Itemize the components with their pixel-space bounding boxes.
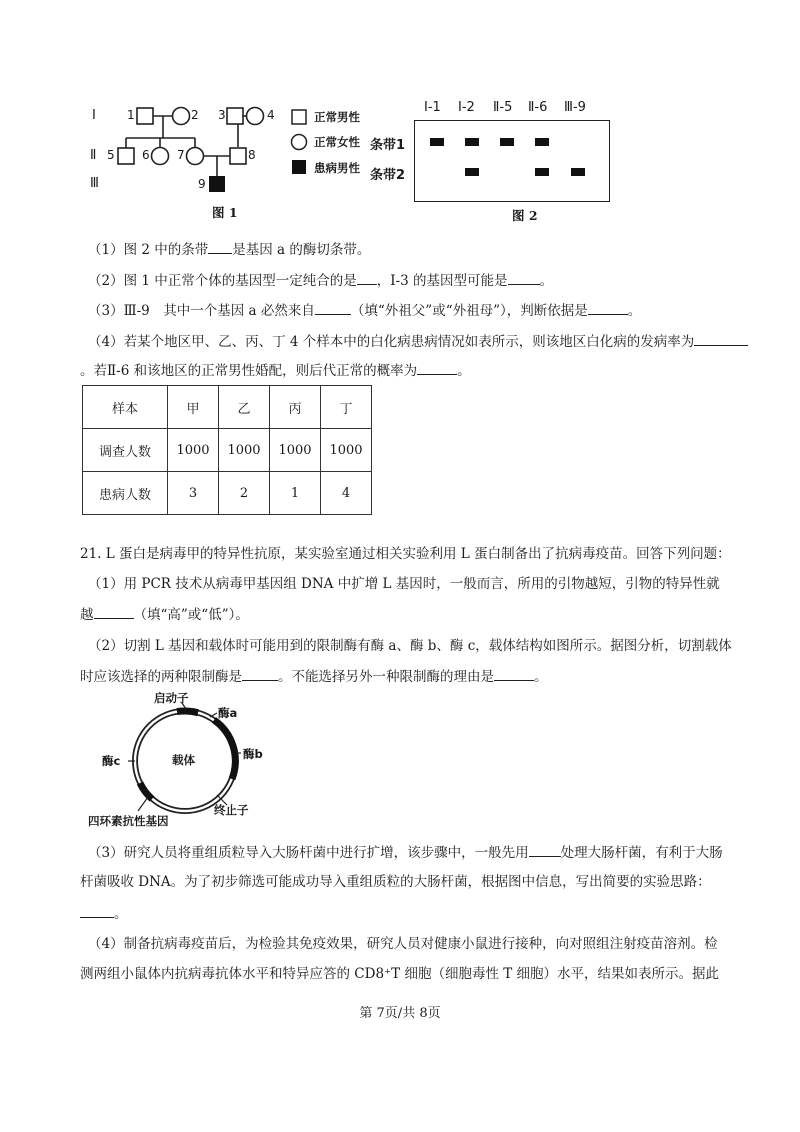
table-cell: 2: [219, 472, 270, 515]
q21-part2: （2）切割 L 基因和载体时可能用到的限制酶有酶 a、酶 b、酶 c，载体结构如图所示。据图分析，切割载体: [88, 638, 732, 654]
promoter-label: 启动子: [154, 691, 189, 705]
table-row: [83, 429, 372, 472]
individual-6: [152, 148, 169, 165]
lane-label: Ⅰ-1: [424, 100, 441, 115]
q21-part3-cont: 杆菌吸收 DNA。为了初步筛选可能成功导入重组质粒的大肠杆菌，根据图中信息，写出简要的实验思路：: [80, 874, 711, 890]
band-label-1: 条带1: [370, 138, 406, 153]
individual-number: 1: [127, 108, 135, 122]
q21-part4-cont: 测两组小鼠体内抗病毒抗体水平和特异应答的 CD8⁺T 细胞（细胞毒性 T 细胞）水平，结果如表所示。据此: [80, 966, 720, 982]
table-cell: 甲: [168, 386, 219, 429]
vector-center-label: 载体: [172, 753, 195, 767]
q21-part4: （4）制备抗病毒疫苗后，为检验其免疫效果，研究人员对健康小鼠进行接种，向对照组注射疫苗溶剂。检: [88, 936, 718, 952]
resistance-segment: [140, 783, 152, 799]
individual-number: 7: [177, 148, 185, 162]
table-cell: 4: [321, 472, 372, 515]
answer-blank[interactable]: [494, 666, 534, 681]
figure1-caption: 图 1: [212, 205, 238, 220]
gel-band: [535, 168, 549, 176]
generation-label-2: Ⅱ: [90, 148, 97, 163]
gel-band: [571, 168, 585, 176]
answer-blank[interactable]: [694, 331, 748, 346]
gel-band: [465, 138, 479, 146]
individual-7: [187, 148, 204, 165]
table-cell: 乙: [219, 386, 270, 429]
table-cell: 1: [270, 472, 321, 515]
affected-male-symbol: [292, 160, 306, 174]
table-cell: 1000: [168, 429, 219, 472]
answer-blank[interactable]: [94, 604, 134, 619]
individual-number: 2: [191, 108, 199, 122]
answer-blank[interactable]: [529, 842, 561, 857]
lane-label: Ⅱ-6: [528, 100, 548, 115]
gel-figure: [370, 98, 620, 228]
normal-male-symbol: [292, 110, 306, 124]
individual-8: [230, 148, 246, 164]
sample-table: [82, 385, 372, 515]
table-cell: 1000: [321, 429, 372, 472]
individual-3: [227, 108, 243, 124]
individual-4: [247, 108, 264, 125]
resistance-gene-label: 四环素抗性基因: [88, 814, 169, 828]
enzyme-b-label: 酶b: [243, 747, 263, 761]
answer-blank[interactable]: [508, 270, 540, 285]
legend-symbols: [290, 108, 312, 188]
gel-band: [535, 138, 549, 146]
normal-female-symbol: [292, 135, 307, 150]
gel-band: [465, 168, 479, 176]
q21-part1-cont: 越 （填“高”或“低”）。: [80, 604, 249, 625]
promoter-segment: [177, 711, 198, 713]
q21-intro: 21. L 蛋白是病毒甲的特异性抗原，某实验室通过相关实验利用 L 蛋白制备出了抗病毒疫苗。回答下列问题：: [80, 546, 731, 562]
lane-label: Ⅱ-5: [493, 100, 513, 115]
terminator-label: 终止子: [214, 803, 249, 817]
answer-blank[interactable]: [208, 239, 232, 254]
gel-band: [500, 138, 514, 146]
table-cell: 丁: [321, 386, 372, 429]
table-header-row: [83, 386, 372, 429]
answer-blank[interactable]: [588, 300, 628, 315]
insert-segment: [214, 720, 235, 779]
q20-part3: （3）Ⅲ-9 其中一个基因 a 必然来自 （填“外祖父”或“外祖母”），判断依据是 。: [88, 300, 641, 321]
figure2-caption: 图 2: [512, 208, 538, 223]
legend-normal-male: 正常男性: [314, 110, 360, 124]
table-cell: 丙: [270, 386, 321, 429]
individual-2: [173, 108, 190, 125]
table-cell: 患病人数: [83, 472, 168, 515]
q21-part2-cont: 时应该选择的两种限制酶是 。不能选择另外一种限制酶的理由是 。: [80, 666, 548, 687]
q20-part4-cont: 。若Ⅱ-6 和该地区的正常男性婚配，则后代正常的概率为 。: [80, 360, 471, 381]
enzyme-a-label: 酶a: [218, 706, 238, 720]
answer-blank[interactable]: [315, 300, 351, 315]
table-row: [83, 472, 372, 515]
generation-label-1: Ⅰ: [92, 108, 96, 123]
q20-part1: （1）图 2 中的条带 是基因 a 的酶切条带。: [88, 239, 370, 260]
table-cell: 样本: [83, 386, 168, 429]
answer-blank[interactable]: [242, 666, 278, 681]
individual-number: 5: [107, 148, 115, 162]
legend-affected-male: 患病男性: [314, 161, 360, 175]
lane-label: Ⅰ-2: [458, 100, 475, 115]
gel-band: [430, 138, 444, 146]
q21-part1: （1）用 PCR 技术从病毒甲基因组 DNA 中扩增 L 基因时，一般而言，所用的引物越短，引物的特异性就: [88, 576, 720, 592]
lane-label: Ⅲ-9: [564, 100, 586, 115]
answer-blank[interactable]: [357, 270, 377, 285]
enzyme-c-label: 酶c: [102, 754, 121, 768]
answer-blank[interactable]: [80, 903, 114, 918]
individual-number: 4: [267, 108, 275, 122]
individual-5: [118, 148, 134, 164]
individual-number: 6: [142, 148, 150, 162]
q21-part3: （3）研究人员将重组质粒导入大肠杆菌中进行扩增，该步骤中，一般先用 处理大肠杆菌，有利于大肠: [88, 842, 723, 863]
table-cell: 1000: [270, 429, 321, 472]
plasmid-figure: [80, 691, 280, 830]
page-footer: 第 7页/共 8页: [359, 1006, 441, 1021]
generation-label-3: Ⅲ: [90, 176, 99, 191]
gel-bands: [370, 98, 620, 208]
individual-number: 8: [248, 148, 256, 162]
table-cell: 调查人数: [83, 429, 168, 472]
legend-normal-female: 正常女性: [314, 135, 360, 149]
q20-part2: （2）图 1 中正常个体的基因型一定纯合的是 ，Ⅰ-3 的基因型可能是 。: [88, 270, 553, 291]
table-cell: 1000: [219, 429, 270, 472]
q21-part3-blank: 。: [80, 903, 128, 924]
table-cell: 3: [168, 472, 219, 515]
individual-number: 3: [218, 108, 226, 122]
individual-number: 9: [198, 177, 206, 191]
answer-blank[interactable]: [417, 360, 457, 375]
q20-part4: （4）若某个地区甲、乙、丙、丁 4 个样本中的白化病患病情况如表所示，则该地区白化病的发病率为: [88, 331, 748, 352]
band-label-2: 条带2: [370, 168, 406, 183]
individual-1: [137, 108, 153, 124]
individual-9-affected: [209, 176, 225, 192]
